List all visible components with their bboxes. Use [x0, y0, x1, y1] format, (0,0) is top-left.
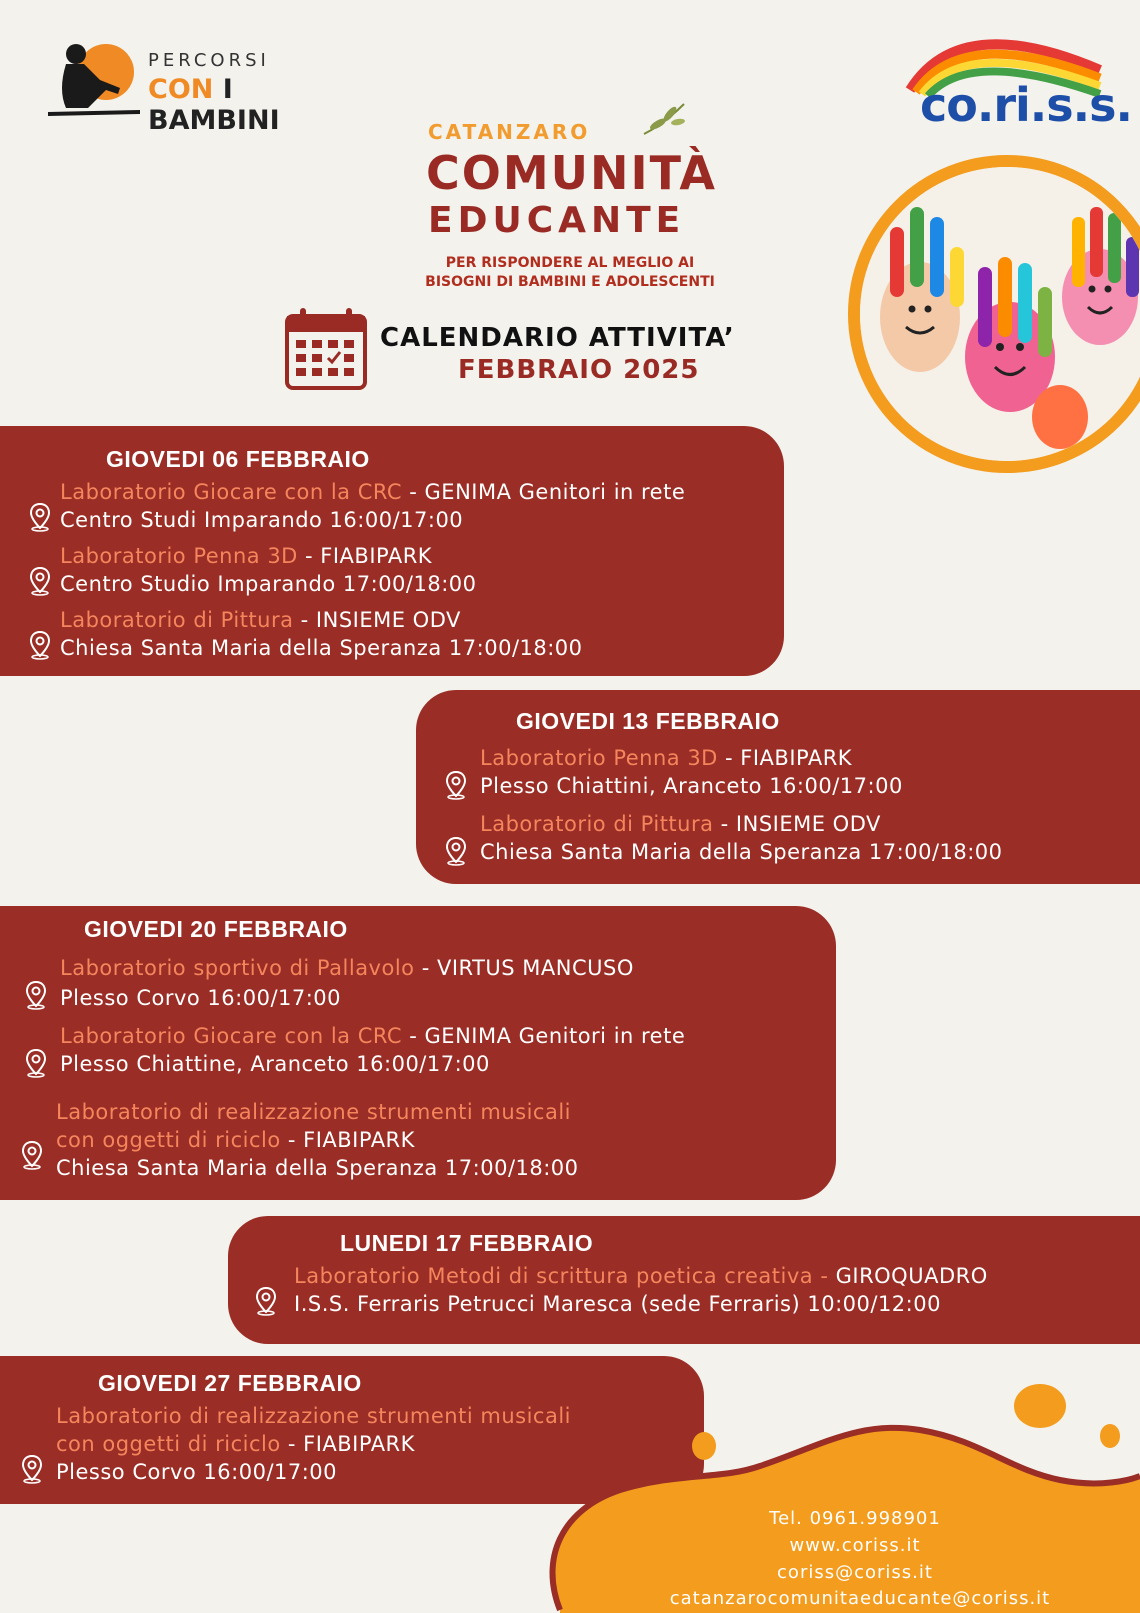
coriss-brand-text: co.ri.s.s.: [920, 78, 1132, 132]
event-item-title: Laboratorio Giocare con la CRC - GENIMA Genitori in rete: [60, 1024, 686, 1048]
logo-line1: PERCORSI: [148, 50, 270, 71]
event-card-13-febbraio: [416, 690, 1140, 884]
event-item-place: Centro Studi Imparando 16:00/17:00: [60, 508, 464, 532]
event-day: GIOVEDI 27 FEBBRAIO: [98, 1370, 362, 1396]
city-label: CATANZARO: [428, 120, 591, 144]
event-card-20-febbraio: [0, 906, 836, 1200]
event-item-place: Chiesa Santa Maria della Speranza 17:00/18:00: [480, 840, 1003, 864]
footer-phone: Tel. 0961.998901: [769, 1508, 941, 1529]
event-card-17-febbraio: [228, 1216, 1140, 1344]
event-item-title: Laboratorio di Pittura - INSIEME ODV: [60, 608, 461, 632]
event-item-title: Laboratorio di realizzazione strumenti musicali: [56, 1404, 571, 1428]
event-item-title: Laboratorio di Pittura - INSIEME ODV: [480, 812, 881, 836]
location-pin-icon: [254, 1286, 278, 1316]
location-pin-icon: [444, 836, 468, 866]
title-educante: EDUCANTE: [428, 200, 686, 241]
event-item-title: Laboratorio di realizzazione strumenti musicali: [56, 1100, 571, 1124]
event-item-title: Laboratorio Penna 3D - FIABIPARK: [480, 746, 853, 770]
olive-branch-icon: [640, 100, 688, 140]
event-item-place: Plesso Chiattini, Aranceto 16:00/17:00: [480, 774, 903, 798]
event-item-place: Plesso Corvo 16:00/17:00: [60, 986, 342, 1010]
calendar-icon: [284, 306, 368, 392]
child-reading-logo-icon: [48, 40, 148, 120]
location-pin-icon: [28, 502, 52, 532]
location-pin-icon: [20, 1140, 44, 1170]
event-item-place: Plesso Chiattine, Aranceto 16:00/17:00: [60, 1052, 490, 1076]
location-pin-icon: [444, 770, 468, 800]
event-item-place: Chiesa Santa Maria della Speranza 17:00/18:00: [56, 1156, 579, 1180]
tagline: PER RISPONDERE AL MEGLIO AI BISOGNI DI BAMBINI E ADOLESCENTI: [425, 255, 715, 290]
coriss-logo: [900, 20, 1132, 132]
footer-email-secondary[interactable]: catanzarocomunitaeducante@coriss.it: [669, 1588, 1051, 1609]
event-item-place: Chiesa Santa Maria della Speranza 17:00/18:00: [60, 636, 583, 660]
footer-email[interactable]: coriss@coriss.it: [777, 1562, 933, 1583]
percorsi-con-i-bambini-logo: [48, 40, 348, 136]
painted-hands-photo: [848, 155, 1140, 473]
event-item-place: Centro Studio Imparando 17:00/18:00: [60, 572, 477, 596]
location-pin-icon: [28, 630, 52, 660]
event-item-title: Laboratorio sportivo di Pallavolo - VIRTUS MANCUSO: [60, 956, 634, 980]
footer-website[interactable]: www.coriss.it: [789, 1535, 921, 1556]
event-item-title-cont: con oggetti di riciclo - FIABIPARK: [56, 1432, 415, 1456]
event-item-title: Laboratorio Giocare con la CRC - GENIMA Genitori in rete: [60, 480, 686, 504]
location-pin-icon: [24, 1048, 48, 1078]
event-day: GIOVEDI 13 FEBBRAIO: [516, 708, 780, 734]
event-day: GIOVEDI 20 FEBBRAIO: [84, 916, 348, 942]
event-item-title: Laboratorio Penna 3D - FIABIPARK: [60, 544, 433, 568]
logo-line2: CON I BAMBINI: [148, 74, 280, 136]
event-day: GIOVEDI 06 FEBBRAIO: [106, 446, 370, 472]
event-item-place: I.S.S. Ferraris Petrucci Maresca (sede Ferraris) 10:00/12:00: [294, 1292, 941, 1316]
location-pin-icon: [24, 980, 48, 1010]
event-card-06-febbraio: [0, 426, 784, 676]
event-item-title: Laboratorio Metodi di scrittura poetica creativa - GIROQUADRO: [294, 1264, 988, 1288]
title-comunita: COMUNITÀ: [426, 146, 718, 200]
calendar-month: FEBBRAIO 2025: [458, 355, 700, 385]
event-day: LUNEDI 17 FEBBRAIO: [340, 1230, 594, 1256]
location-pin-icon: [28, 566, 52, 596]
event-item-title-cont: con oggetti di riciclo - FIABIPARK: [56, 1128, 415, 1152]
event-item-place: Plesso Corvo 16:00/17:00: [56, 1460, 338, 1484]
calendar-title: CALENDARIO ATTIVITA’: [380, 323, 735, 353]
